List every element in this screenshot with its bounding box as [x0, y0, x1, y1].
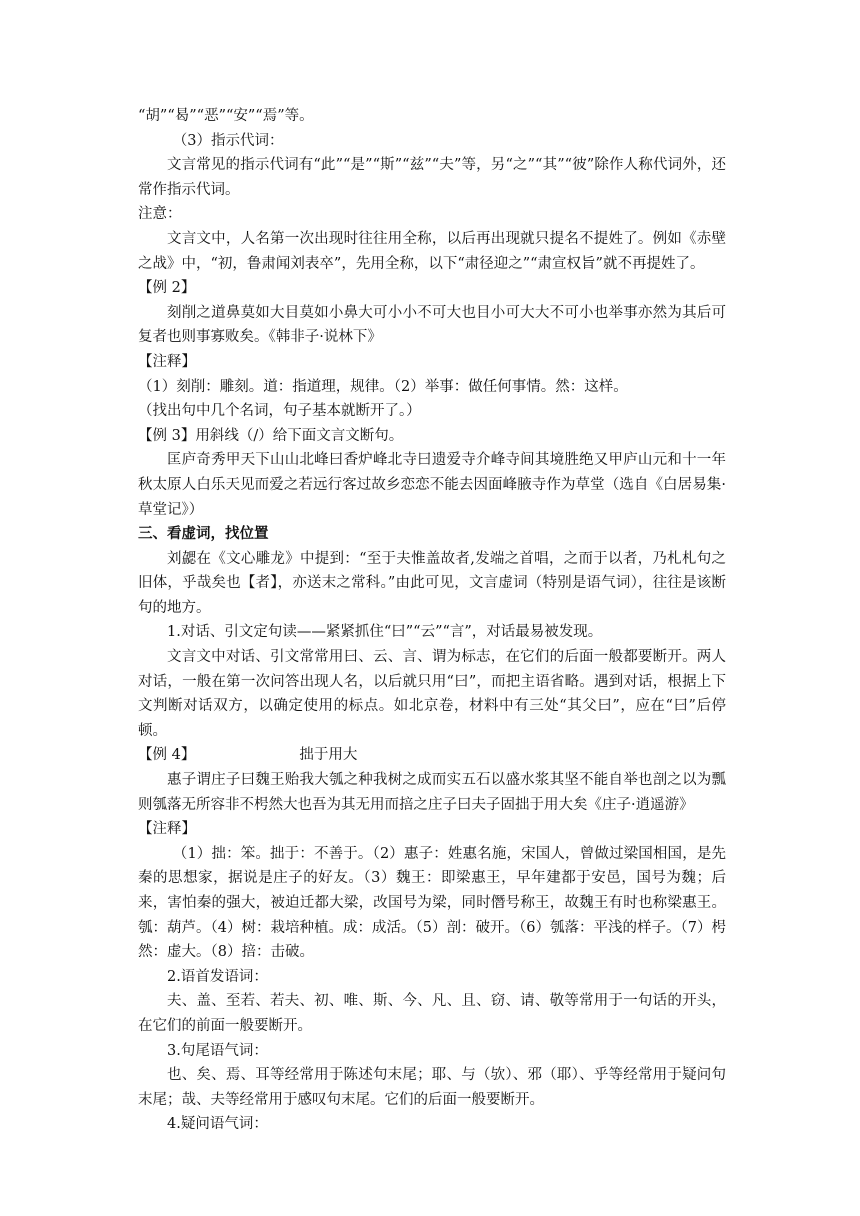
paragraph: 文言文中，人名第一次出现时往往用全称，以后再出现就只提名不提姓了。例如《赤壁之战》中，“初，鲁肃闻刘表卒”，先用全称，以下“肃径迎之”“肃宣权旨”就不再提姓了。: [138, 230, 726, 272]
paragraph: 匡庐奇秀甲天下山山北峰曰香炉峰北寺曰遗爱寺介峰寺间其境胜绝又甲庐山元和十一年秋太原人白乐天见而爱之若远行客过故乡恋恋不能去因面峰腋寺作为草堂（选自《白居易集·草堂记》）: [138, 452, 726, 518]
paragraph: （3）指示代词：: [172, 132, 284, 149]
paragraph: 【例 2】: [138, 280, 196, 297]
paragraph: 文言文中对话、引文常常用曰、云、言、谓为标志，在它们的后面一般都要断开。两人对话，一般在第一次问答出现人名，以后就只用“曰”，而把主语省略。遇到对话，根据上下文判断对话双方，以确定使用的标点。如北京卷，材料中有三处“其父曰”，应在“曰”后停顿。: [138, 649, 726, 739]
paragraph: 【例 3】用斜线（/）给下面文言文断句。: [138, 427, 404, 444]
example-4-title: 拙于用大: [299, 747, 358, 764]
example-4-label: 【例 4】: [138, 747, 196, 764]
paragraph: 4.疑问语气词：: [167, 1116, 268, 1133]
document-body-part2: [138, 768, 726, 1137]
paragraph: 2.语首发语词：: [167, 968, 268, 985]
paragraph: 1.对话、引文定句读——紧紧抓住“曰”“云”“言”，对话最易被发现。: [167, 624, 603, 641]
paragraph: 文言常见的指示代词有“此”“是”“斯”“兹”“夫”等，另“之”“其”“彼”除作人称代词外，还常作指示代词。: [138, 157, 726, 198]
paragraph: 3.句尾语气词：: [167, 1042, 268, 1059]
paragraph: 夫、盖、至若、若夫、初、唯、斯、今、凡、且、窃、请、敬等常用于一句话的开头，在它们的前面一般要断开。: [138, 993, 726, 1034]
paragraph: 注意：: [138, 206, 182, 223]
paragraph: 刘勰在《文心雕龙》中提到：“至于夫惟盖故者,发端之首唱，之而于以者，乃札札句之旧体，乎哉矣也【者】，亦送末之常科。”由此可见，文言虚词（特别是语气词），往往是该断句的地方。: [138, 550, 726, 616]
paragraph: （1）拙：笨。拙于：不善于。（2）惠子：姓惠名施，宋国人，曾做过梁国相国，是先秦的思想家，据说是庄子的好友。（3）魏王：即梁惠王，早年建都于安邑，国号为魏；后来，害怕秦的强大，被迫迁都大梁，改国号为梁，同时僭号称王，故魏王有时也称梁惠王。瓠：葫芦。（4）树：栽培种植。成：成活。（5）剖：破开。（6）瓠落：平浅的样子。（7）枵然：虚大。（8）掊：击破。: [138, 845, 726, 961]
example-4-heading: [138, 743, 726, 768]
paragraph: 【注释】: [138, 353, 196, 370]
document-page: [138, 104, 726, 1137]
paragraph: 刻削之道鼻莫如大目莫如小鼻大可小小不可大也目小可大大不可小也举事亦然为其后可复者也则事寡败矣。《韩非子·说林下》: [138, 304, 726, 346]
paragraph: “胡”“曷”“恶”“安”“焉”等。: [138, 108, 314, 124]
paragraph: 【注释】: [138, 821, 196, 838]
document-body-part1: [138, 104, 726, 743]
paragraph: （1）刻削：雕刻。道：指道理，规律。（2）举事：做任何事情。然：这样。: [138, 378, 628, 395]
paragraph: 惠子谓庄子曰魏王贻我大瓠之种我树之成而实五石以盛水浆其坚不能自举也剖之以为瓢则瓠落无所容非不枵然大也吾为其无用而掊之庄子曰夫子固拙于用大矣《庄子·逍遥游》: [138, 772, 726, 813]
paragraph: （找出句中几个名词，句子基本就断开了。）: [138, 403, 421, 420]
paragraph: 三、看虚词，找位置: [138, 525, 269, 543]
paragraph: 也、矣、焉、耳等经常用于陈述句末尾；耶、与（欤）、邪（耶）、乎等经常用于疑问句末尾；哉、夫等经常用于感叹句末尾。它们的后面一般要断开。: [138, 1067, 726, 1108]
